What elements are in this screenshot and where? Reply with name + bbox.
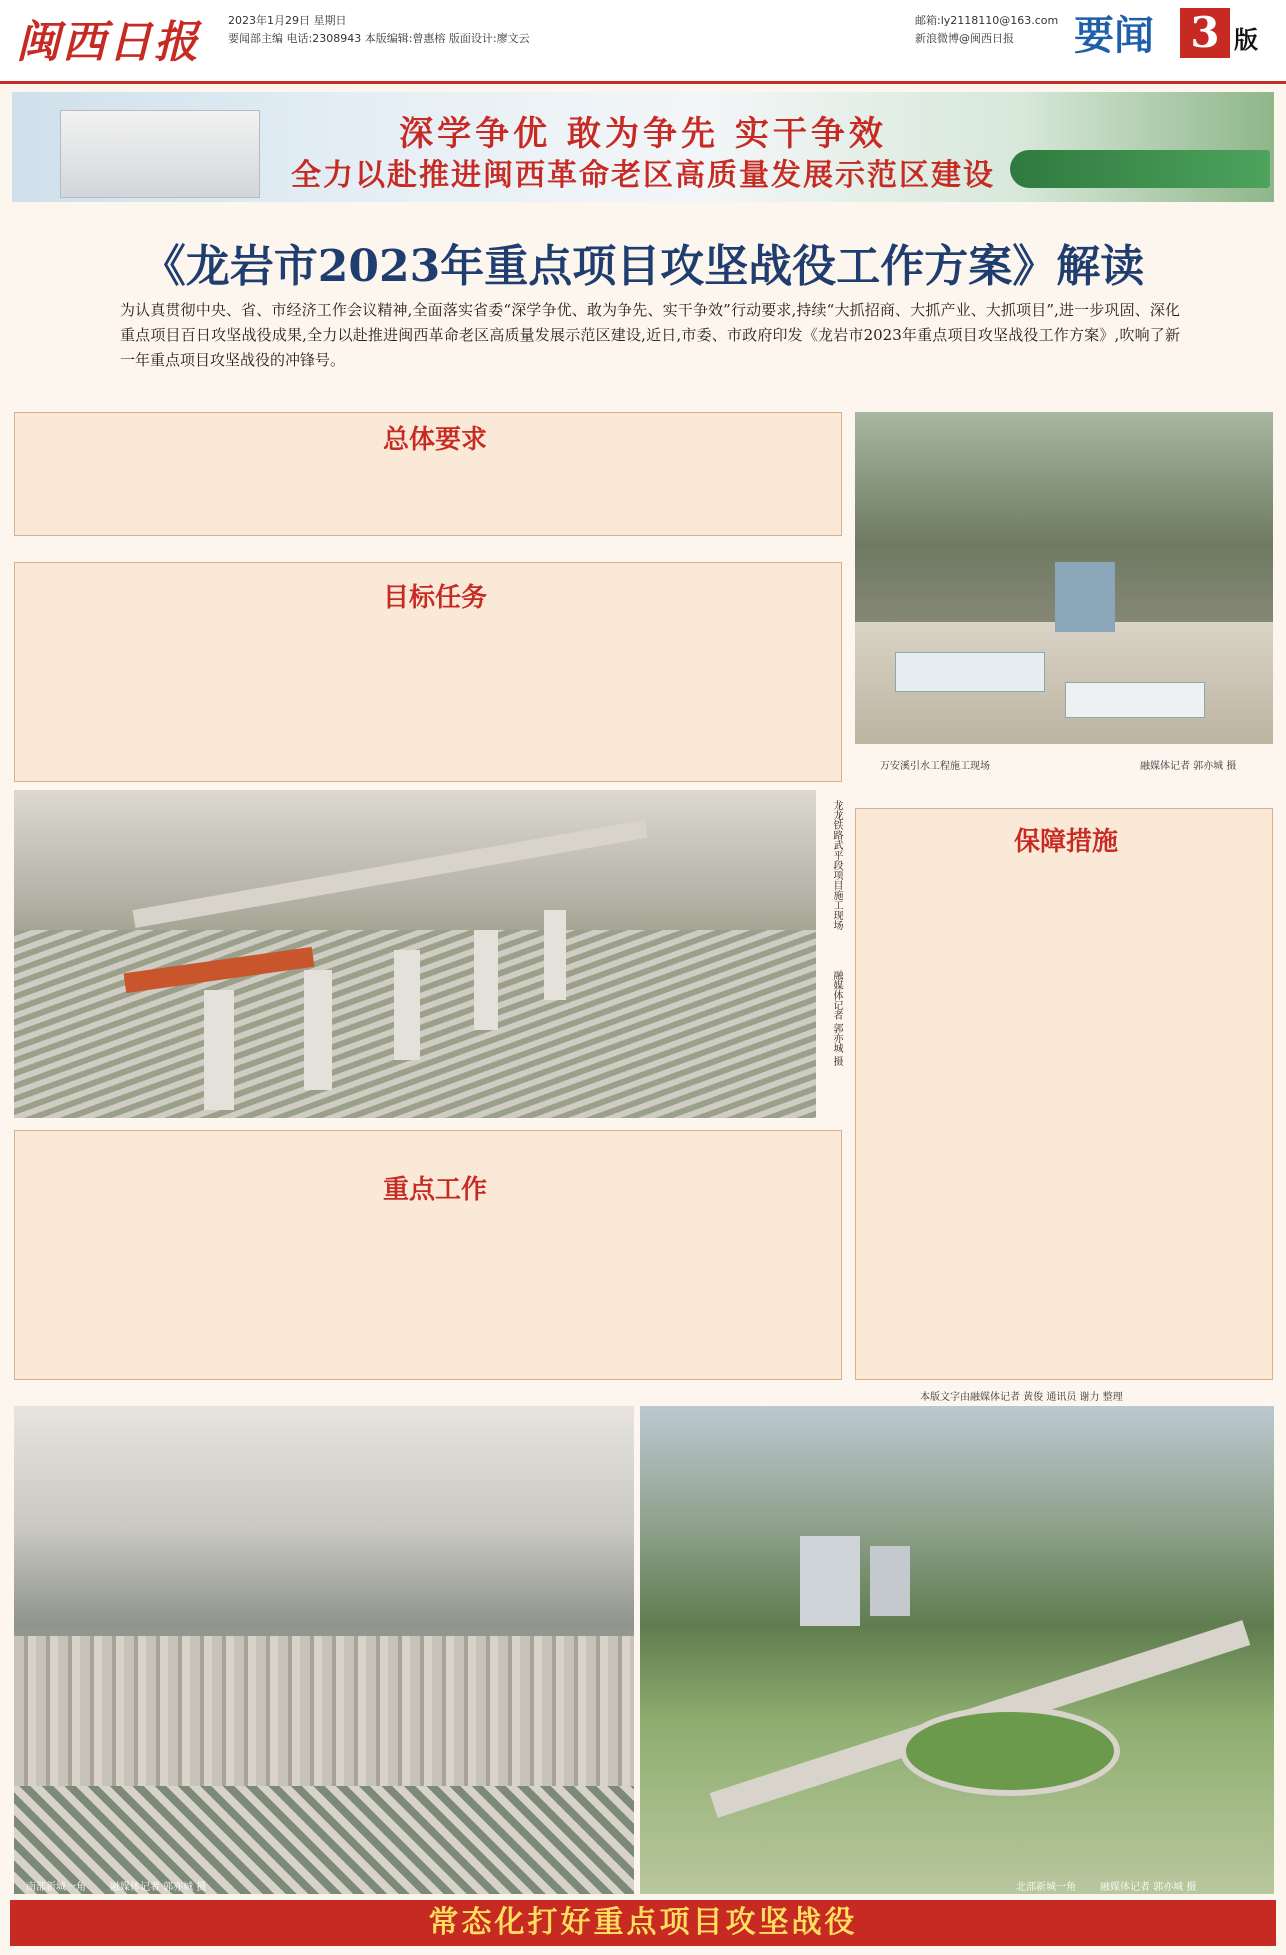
- safeguards-title: 保障措施: [1013, 827, 1118, 857]
- railway-photo: [14, 790, 816, 1118]
- page-suffix: 版: [1234, 26, 1258, 54]
- staff-line: 要闻部主编 电话:2308943 本版编辑:曾惠榕 版面设计:廖文云: [228, 32, 530, 45]
- slogan: 深学争优 敢为争先 实干争效: [399, 114, 887, 154]
- middle-caption: 龙龙铁路武平段项目施工现场: [831, 800, 842, 930]
- north-city-photo: [640, 1406, 1274, 1894]
- top-right-caption: 万安溪引水工程施工现场: [880, 761, 990, 772]
- bottom-right-credit: 融媒体记者 郭亦城 摄: [1100, 1882, 1197, 1893]
- bottom-left-credit: 融媒体记者 郭亦城 摄: [110, 1882, 207, 1893]
- water-project-photo: [855, 412, 1273, 744]
- credit-line: 本版文字由融媒体记者 黄俊 通讯员 谢力 整理: [920, 1392, 1123, 1403]
- key-work-box: [14, 1130, 842, 1380]
- targets-box: [14, 562, 842, 782]
- newspaper-logo: 闽西日报: [16, 17, 200, 68]
- key-work-title: 重点工作: [382, 1175, 487, 1205]
- safeguards-box: [855, 808, 1273, 1380]
- subslogan: 全力以赴推进闽西革命老区高质量发展示范区建设: [291, 158, 995, 193]
- top-right-credit: 融媒体记者 郭亦城 摄: [1140, 761, 1237, 772]
- headline: 《龙岩市2023年重点项目攻坚战役工作方案》解读: [141, 241, 1145, 292]
- lead-paragraph: 为认真贯彻中央、省、市经济工作会议精神,全面落实省委“深学争优、敢为争先、实干争效”行动要求,持续“大抓招商、大抓产业、大抓项目”,进一步巩固、深化重点项目百日攻坚战役成果,全力以赴推进闽西革命老区高质量发展示范区建设,近日,市委、市政府印发《龙岩市2023年重点项目攻坚战役工作方案》,吹响了新一年重点项目攻坚战役的冲锋号。: [120, 301, 1180, 369]
- overall-box: [14, 412, 842, 536]
- bottom-right-caption: 北部新城一角: [1016, 1882, 1076, 1893]
- bottom-left-caption: 南部新城一角: [26, 1882, 86, 1893]
- overall-title: 总体要求: [382, 425, 487, 455]
- middle-credit: 融媒体记者 郭亦城 摄: [831, 970, 842, 1067]
- date-line: 2023年1月29日 星期日: [228, 14, 347, 27]
- page-number: 3: [1180, 8, 1230, 58]
- targets-title: 目标任务: [382, 583, 487, 613]
- section-label: 要闻: [1074, 12, 1154, 59]
- weibo: 新浪微博@闽西日报: [915, 32, 1014, 45]
- footer-banner: 常态化打好重点项目攻坚战役: [10, 1900, 1276, 1946]
- south-city-photo: [14, 1406, 634, 1894]
- email: 邮箱:ly2118110@163.com: [915, 14, 1059, 27]
